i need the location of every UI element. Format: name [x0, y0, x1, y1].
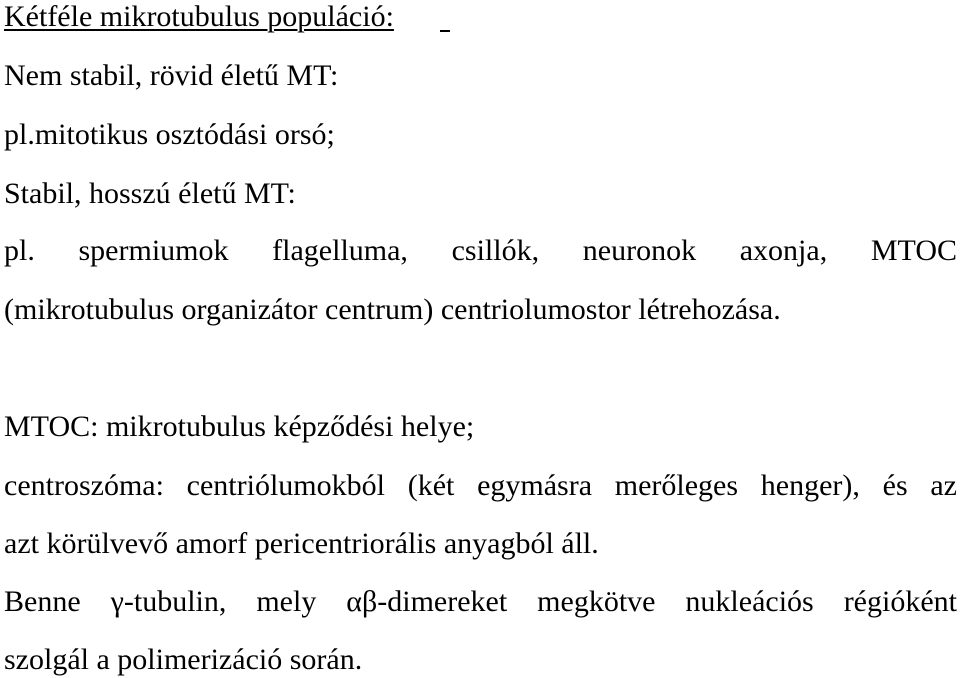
text-line-gamma-tubulin: Benne γ-tubulin, mely αβ-dimereket megkötve nukleációs régióként	[4, 585, 957, 618]
text-line-centrosome: centroszóma: centriólumokból (két egymásra merőleges henger), és az	[4, 469, 957, 502]
text-line-unstable-mt: Nem stabil, rövid életű MT:	[4, 59, 339, 92]
text-line-mitotic-spindle: pl.mitotikus osztódási orsó;	[4, 118, 335, 151]
text-line-pericentriolar: azt körülvevő amorf pericentriorális anyagból áll.	[4, 527, 599, 560]
text-line-stable-mt: Stabil, hosszú életű MT:	[4, 177, 296, 210]
text-line-polymerization: szolgál a polimerizáció során.	[4, 643, 363, 676]
text-line-mtoc-definition: (mikrotubulus organizátor centrum) centriolumostor létrehozása.	[4, 293, 781, 326]
text-line-examples: pl. spermiumok flagelluma, csillók, neuronok axonja, MTOC	[4, 234, 957, 267]
section-heading: Kétféle mikrotubulus populáció:	[4, 0, 394, 33]
heading-underline-tail	[440, 30, 450, 32]
text-line-mtoc: MTOC: mikrotubulus képződési helye;	[4, 410, 475, 443]
